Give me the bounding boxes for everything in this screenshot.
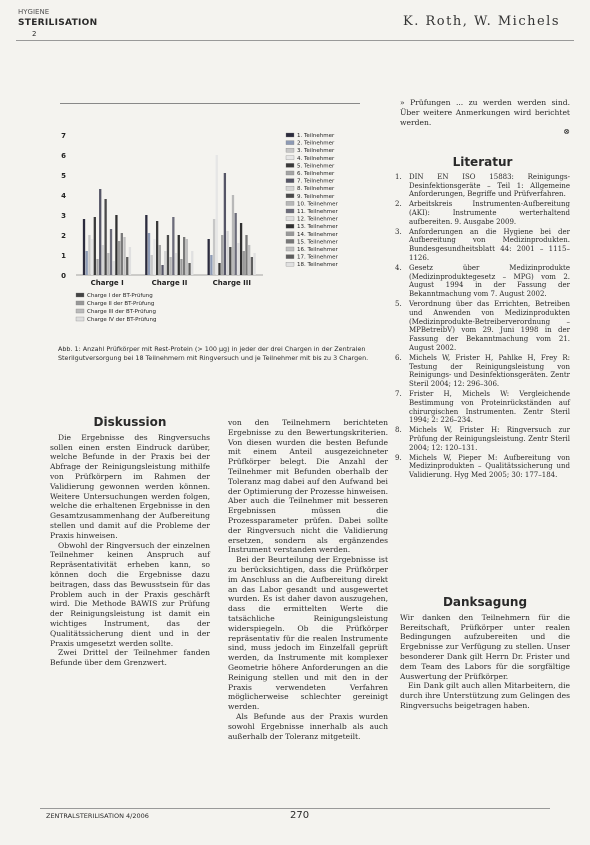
legend-label: 13. Teilnehmer xyxy=(297,224,338,231)
legend-label: 17. Teilnehmer xyxy=(297,254,338,261)
bar xyxy=(156,221,158,275)
reference-number: 1. xyxy=(395,172,402,181)
legend-swatch xyxy=(286,148,294,152)
legend-label: 7. Teilnehmer xyxy=(297,178,335,185)
legend-label: 3. Teilnehmer xyxy=(297,148,335,155)
bar xyxy=(235,213,237,275)
bar xyxy=(210,255,212,275)
bar xyxy=(83,219,85,275)
legend-swatch xyxy=(286,163,294,167)
bar xyxy=(115,215,117,275)
column-2-paragraph: Bei der Beurteilung der Ergebnisse ist zu berücksichtigen, dass die Prüfkörper im Anschluss an die Aufbereitung direkt an das Labor gesandt und ausgewertet wurden. Es ist daher davon auszugehen, dass die ermittelten Werte die tatsächliche Reinigungsleistung widerspiegeln. Ob die Prüfkörper repräsentativ für die realen Instrumente sind, muss jedoch im Einzelfall geprüft werden, da Instrumente mit komplexer Geometrie höhere Anforderungen an die Reinigung stellen und mit den in der Praxis verwendeten Verfahren möglicherweise schlechter gereinigt werden. xyxy=(228,555,388,712)
bar xyxy=(245,235,247,275)
bar xyxy=(126,257,128,275)
reference-text: Arbeitskreis Instrumenten-Aufbereitung (AKI): Instrumente werterhaltend aufbereiten. 9. Ausgabe 2009. xyxy=(409,200,570,226)
y-tick-label: 2 xyxy=(61,232,66,240)
literatur-heading: Literatur xyxy=(452,155,513,169)
bar xyxy=(226,231,228,275)
reference-item xyxy=(395,454,570,480)
legend-label: 1. Teilnehmer xyxy=(297,133,335,139)
legend-swatch xyxy=(286,171,294,175)
journal-title: STERILISATION xyxy=(18,18,98,28)
legend-swatch xyxy=(286,209,294,213)
legend-swatch xyxy=(286,133,294,137)
bar xyxy=(118,241,120,275)
column-2-paragraph: von den Teilnehmern berichteten Ergebnisse zu den Bewertungskriterien. Von diesen wurden die besten Befunde mit einem Anteil ausgezeichneter Prüfkörper belegt. Die Anzahl der Teilnehmer mit Befunden oberhalb der Toleranz mag dabei auf den Aufwand bei der Optimierung der Prozesse hinweisen. Aber auch die Teilnehmer mit besseren Ergebnissen müssen die Prozessparameter prüfen. Dabei sollte der Ringversuch nicht die Validierung ersetzen, sondern als ergänzendes Instrument verstanden werden. xyxy=(228,418,389,555)
bar xyxy=(232,195,234,275)
column-2-paragraph: Als Befunde aus der Praxis wurden sowohl Ergebnisse innerhalb als auch außerhalb der Toleranz mitgeteilt. xyxy=(228,711,388,741)
danksagung-paragraph: Wir danken den Teilnehmern für die Bereitschaft, Prüfkörper unter realen Bedingungen aufzubereiten und die Ergebnisse zur Verfügung zu stellen. Unser besonderer Dank gilt Herrn Dr. Frister und dem Team des Labors für die sorgfältige Auswertung der Prüfkörper. xyxy=(400,612,570,681)
legend-swatch xyxy=(286,156,294,160)
bar xyxy=(99,189,101,275)
bar xyxy=(188,263,190,275)
bar xyxy=(229,247,231,275)
reference-number: 9. xyxy=(395,453,402,462)
legend-label: 5. Teilnehmer xyxy=(297,163,335,170)
legend-swatch xyxy=(286,255,294,259)
reference-list xyxy=(395,173,570,480)
bar xyxy=(123,237,125,275)
y-tick-label: 3 xyxy=(61,212,66,220)
legend-label: 18. Teilnehmer xyxy=(297,262,338,269)
bar xyxy=(102,245,104,275)
y-tick-label: 0 xyxy=(61,272,66,280)
y-tick-label: 4 xyxy=(61,192,66,200)
bar xyxy=(180,259,182,275)
legend-label: 11. Teilnehmer xyxy=(297,209,338,215)
bar xyxy=(216,155,218,275)
reference-text: Michels W, Pieper M: Aufbereitung von Medizinprodukten – Qualitätssicherung und Validierung. Hyg Med 2005; 30: 177–184. xyxy=(409,453,570,480)
legend-label: 6. Teilnehmer xyxy=(297,171,335,177)
literatur-section xyxy=(395,155,570,481)
bar xyxy=(145,215,147,275)
category-label: Charge I xyxy=(90,279,124,287)
bar xyxy=(248,245,250,275)
figure xyxy=(58,125,364,340)
bar xyxy=(175,253,177,275)
reference-number: 5. xyxy=(395,299,402,308)
bar xyxy=(218,263,220,275)
header-top-line: HYGIENE xyxy=(18,8,50,16)
legend-label: 12. Teilnehmer xyxy=(297,216,338,223)
legend-swatch xyxy=(286,232,294,236)
legend-swatch xyxy=(286,239,294,243)
legend-swatch xyxy=(286,141,294,145)
reference-item xyxy=(395,264,570,299)
reference-number: 8. xyxy=(395,426,402,435)
y-tick-label: 5 xyxy=(61,172,66,180)
reference-item xyxy=(395,426,570,452)
danksagung-paragraph: Ein Dank gilt auch allen Mitarbeitern, die durch ihre Unterstützung zum Gelingen des Ringversuchs beigetragen haben. xyxy=(400,681,570,710)
bar xyxy=(153,239,155,275)
reference-text: DIN EN ISO 15883: Reinigungs-Desinfektionsgeräte – Teil 1: Allgemeine Anforderungen, Begriffe und Prüfverfahren. xyxy=(409,172,570,199)
reference-item xyxy=(395,354,570,389)
bar xyxy=(240,223,242,275)
legend-swatch xyxy=(76,317,84,321)
legend-label: Charge IV der BT-Prüfung xyxy=(87,317,157,323)
bar xyxy=(243,251,245,275)
reference-text: Verordnung über das Errichten, Betreiben und Anwenden von Medizinprodukten (Medizinprodukte-Betreiberverordnung – MPBetreibV) vom 29. Juni 1998 in der Fassung der Bekanntmachung vom 21. August 2002. xyxy=(409,299,570,352)
reference-text: Anforderungen an die Hygiene bei der Aufbereitung von Medizinprodukten. Bundesgesundheitsblatt 44: 2001 – 1115–1126. xyxy=(409,227,570,262)
y-tick-label: 1 xyxy=(61,252,66,260)
legend-label: 9. Teilnehmer xyxy=(297,193,335,200)
bar xyxy=(96,259,98,275)
legend-label: 8. Teilnehmer xyxy=(297,186,335,193)
figure-caption: Abb. 1: Anzahl Prüfkörper mit Rest-Protein (> 100 µg) in jeder der drei Chargen in der Zentralen Sterilgutversorgung bei 18 Teilnehmern mit Ringversuch und je Teilnehmer mit bis zu 3 Chargen. xyxy=(58,345,369,362)
reference-item xyxy=(395,228,570,263)
legend-swatch xyxy=(286,262,294,266)
danksagung-heading: Danksagung xyxy=(442,595,528,609)
bar xyxy=(167,235,169,275)
reference-item xyxy=(395,300,570,353)
bar xyxy=(159,245,161,275)
bar xyxy=(186,239,188,275)
reference-number: 3. xyxy=(395,227,402,236)
legend-label: Charge III der BT-Prüfung xyxy=(87,309,156,315)
reference-item xyxy=(395,200,570,226)
bar xyxy=(161,265,163,275)
bar xyxy=(94,217,96,275)
bar xyxy=(221,235,223,275)
bar xyxy=(191,251,193,275)
legend-label: Charge II der BT-Prüfung xyxy=(87,301,155,307)
column-3-top xyxy=(400,98,570,137)
bar xyxy=(148,233,150,275)
reference-text: Michels W, Frister H: Ringversuch zur Prüfung der Reinigungsleistung. Zentr Steril 2004; 12: 120–131. xyxy=(409,426,570,452)
bar xyxy=(121,233,123,275)
bar xyxy=(86,251,88,275)
reference-text: Michels W, Frister H, Pahlke H, Frey R: Testung der Reinigungsleistung von Reinigungs- und Desinfektionsgeräten. Zentr Steril 2004; 12: 296–306. xyxy=(409,353,570,389)
reference-number: 4. xyxy=(395,263,402,272)
bar xyxy=(237,243,239,275)
legend-swatch xyxy=(76,301,84,305)
bar xyxy=(164,251,166,275)
category-label: Charge II xyxy=(151,279,188,287)
reference-item xyxy=(395,173,570,199)
reference-number: 2. xyxy=(395,200,402,209)
danksagung-section xyxy=(400,595,570,711)
legend-swatch xyxy=(286,224,294,228)
bar xyxy=(213,219,215,275)
legend-swatch xyxy=(286,179,294,183)
legend-label: 16. Teilnehmer xyxy=(297,247,338,253)
footer-rule xyxy=(40,808,550,809)
diskussion-paragraph: Zwei Drittel der Teilnehmer fanden Befunde über dem Grenzwert. xyxy=(50,648,210,668)
continued-text: » Prüfungen ... zu werden werden sind. Über weitere Anmerkungen wird berichtet werden. xyxy=(400,98,570,127)
bar xyxy=(129,247,131,275)
end-mark: ⊗ xyxy=(563,127,570,137)
legend-swatch xyxy=(286,186,294,190)
legend-swatch xyxy=(286,247,294,251)
reference-text: Frister H, Michels W: Vergleichende Bestimmung von Proteinrückständen auf chirurgischen Instrumenten. Zentr Steril 1994; 2: 226–234. xyxy=(409,389,570,425)
y-tick-label: 6 xyxy=(61,152,66,160)
reference-number: 7. xyxy=(395,389,402,398)
reference-number: 6. xyxy=(395,353,402,362)
category-label: Charge III xyxy=(212,279,251,287)
bar xyxy=(104,199,106,275)
bar xyxy=(91,239,93,275)
reference-text: Gesetz über Medizinprodukte (Medizinproduktegesetz – MPG) vom 2. August 1994 in der Fassung der Bekanntmachung vom 7. August 2002. xyxy=(409,263,570,299)
legend-label: 14. Teilnehmer xyxy=(297,231,338,238)
page-number: 270 xyxy=(290,810,310,821)
legend-swatch xyxy=(76,309,84,313)
column-2 xyxy=(228,418,388,741)
authors: K. Roth, W. Michels xyxy=(403,14,560,29)
legend-swatch xyxy=(286,194,294,198)
y-tick-label: 7 xyxy=(61,132,66,140)
journal-sub: 2 xyxy=(32,30,37,38)
legend-swatch xyxy=(286,217,294,221)
reference-item xyxy=(395,390,570,425)
bar xyxy=(110,229,112,275)
bar xyxy=(253,253,255,275)
legend-label: 10. Teilnehmer xyxy=(297,201,338,208)
bar xyxy=(183,237,185,275)
bar xyxy=(88,235,90,275)
bar xyxy=(151,255,153,275)
legend-swatch xyxy=(286,201,294,205)
legend-label: 4. Teilnehmer xyxy=(297,155,335,162)
header-rule xyxy=(16,40,574,41)
bar xyxy=(172,217,174,275)
bar xyxy=(178,235,180,275)
bar xyxy=(224,173,226,275)
bar xyxy=(251,257,253,275)
diskussion-paragraph: Obwohl der Ringversuch der einzelnen Teilnehmer keinen Anspruch auf Repräsentativität erheben kann, so können doch die Ergebnisse dazu beitragen, dass das Bewusstsein für das Problem auch in der Praxis geschärft wird. Die Methode BAWIS zur Prüfung der Reinigungsleistung ist damit ein wichtiges Instrument, das der Qualitätssicherung dient und in der Praxis umgesetzt werden sollte. xyxy=(50,540,210,648)
footer-journal: ZENTRALSTERILISATION 4/2006 xyxy=(46,812,149,820)
legend-label: Charge I der BT-Prüfung xyxy=(87,293,153,299)
legend-swatch xyxy=(76,293,84,297)
figure-top-rule xyxy=(60,103,360,104)
bar xyxy=(107,253,109,275)
diskussion-paragraph: Die Ergebnisse des Ringversuchs sollen einen ersten Eindruck darüber, welche Befunde in der Praxis bei der Abfrage der Reinigungsleistung mithilfe von Prüfkörpern im Rahmen der Validierung gewonnen werden können. Weitere Untersuchungen werden folgen, welche die erhaltenen Ergebnisse in den Gesamtzusammenhang der Aufbereitung stellen und damit auf die Probleme der Praxis hinweisen. xyxy=(50,432,210,540)
bar-chart xyxy=(58,125,364,340)
legend-label: 15. Teilnehmer xyxy=(297,239,338,246)
bar xyxy=(170,257,172,275)
diskussion-heading: Diskussion xyxy=(93,415,167,429)
legend-label: 2. Teilnehmer xyxy=(297,140,335,147)
bar xyxy=(113,261,115,275)
diskussion-column xyxy=(50,415,210,668)
bar xyxy=(208,239,210,275)
